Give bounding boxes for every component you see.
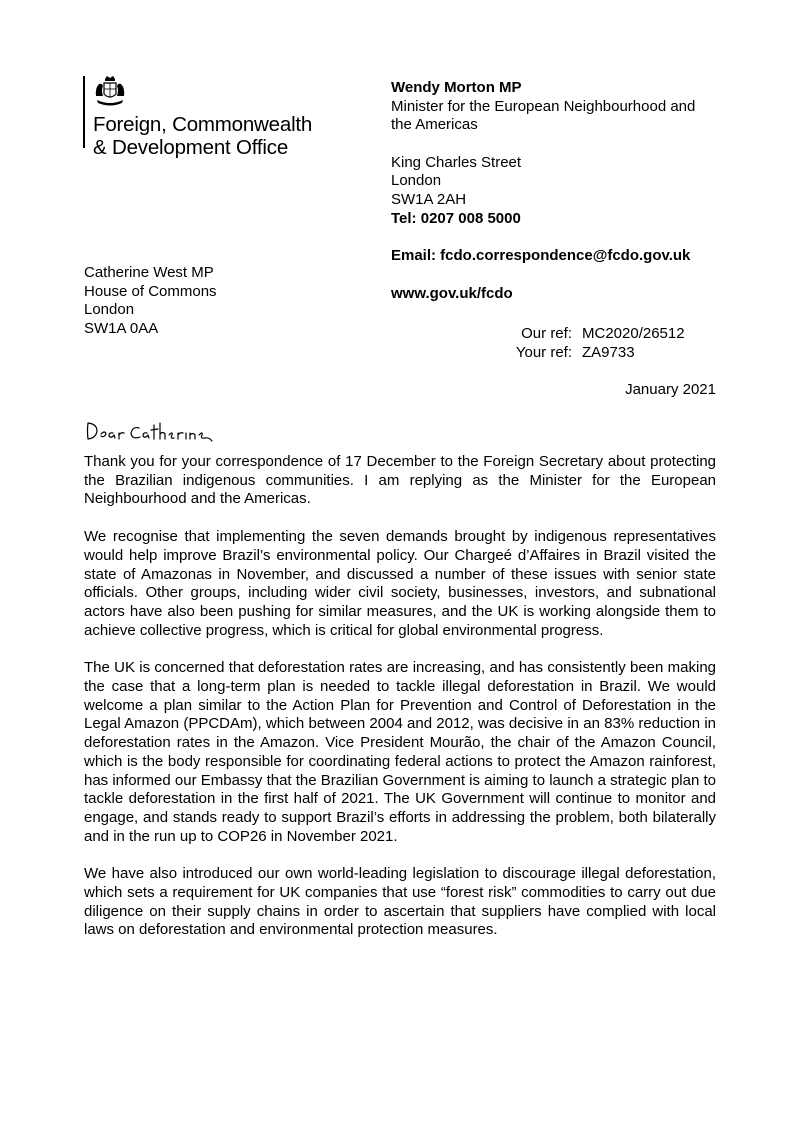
- sender-title-line1: Minister for the European Neighbourhood and: [391, 97, 696, 115]
- sender-address-line3: SW1A 2AH: [391, 190, 467, 208]
- your-ref-row: [470, 344, 685, 363]
- recipient-line3: London: [84, 301, 135, 319]
- sender-email: Email: fcdo.correspondence@fcdo.gov.uk: [391, 247, 691, 265]
- handwritten-salutation: [84, 413, 224, 453]
- recipient-line2: House of Commons: [84, 282, 217, 300]
- body-paragraph-3: The UK is concerned that deforestation rates are increasing, and has consistently been making the case that a long-term plan is needed to tackle illegal deforestation in Brazil. We would welcome a plan similar to the Action Plan for Prevention and Control of Deforestation in the Legal Amazon (PPCDAm), which between 2004 and 2012, was decisive in an 83% reduction in deforestation rates in the Amazon. Vice President Mourão, the chair of the Amazon Council, which is the body responsible for coordinating federal actions to protect the Amazon rainforest, has informed our Embassy that the Brazilian Government is aiming to launch a strategic plan to tackle deforestation in the first half of 2021. The UK Government will continue to monitor and engage, and stands ready to support Brazil’s efforts in addressing the problem, both bilaterally and in the run up to COP26 in November 2021.: [84, 659, 716, 845]
- body-paragraph-4: We have also introduced our own world-leading legislation to discourage illegal deforestation, which sets a requirement for UK companies that use “forest risk” commodities to carry out due diligence on their supply chains in order to ascertain that suppliers have complied with local laws on deforestation and environmental protection measures.: [84, 865, 716, 939]
- sender-address-line2: London: [391, 172, 442, 190]
- organisation-name-line2: & Development Office: [93, 136, 289, 159]
- sender-website: www.gov.uk/fcdo: [391, 284, 513, 302]
- our-ref-value: MC2020/26512: [582, 325, 685, 342]
- letter-date: January 2021: [625, 381, 716, 398]
- your-ref-value: ZA9733: [582, 343, 635, 361]
- sender-title-line2: the Americas: [391, 116, 478, 134]
- body-paragraph-1: Thank you for your correspondence of 17 December to the Foreign Secretary about protecting the Brazilian indigenous communities. I am replying as the Minister for the European Neighbourhood and the Americas.: [84, 453, 716, 508]
- sender-block: [391, 79, 771, 303]
- recipient-address: [84, 264, 344, 338]
- recipient-line4: SW1A 0AA: [84, 319, 159, 337]
- our-ref-row: [470, 325, 685, 344]
- letterhead-rule: [83, 76, 85, 148]
- sender-address-line1: King Charles Street: [391, 153, 522, 171]
- our-ref-label: Our ref:: [521, 325, 572, 342]
- your-ref-label: Your ref:: [515, 343, 572, 361]
- organisation-name: [93, 113, 353, 159]
- sender-name: Wendy Morton MP: [391, 79, 522, 96]
- recipient-name: Catherine West MP: [84, 264, 214, 281]
- organisation-name-line1: Foreign, Commonwealth: [93, 113, 313, 136]
- royal-coat-of-arms-icon: [93, 74, 127, 108]
- body-paragraph-2: We recognise that implementing the seven demands brought by indigenous representatives would help improve Brazil’s environmental policy. Our Chargeé d’Affaires in Brazil visited the state of Amazonas in November, and discussed a number of these issues with senior state officials. Other groups, including wider civil society, businesses, investors, and subnational actors have also been pushing for similar measures, and the UK is working alongside them to achieve collective progress, which is critical for global environmental progress.: [84, 528, 716, 639]
- reference-block: [470, 325, 685, 362]
- letter-body: [84, 453, 716, 959]
- sender-telephone: Tel: 0207 008 5000: [391, 209, 521, 227]
